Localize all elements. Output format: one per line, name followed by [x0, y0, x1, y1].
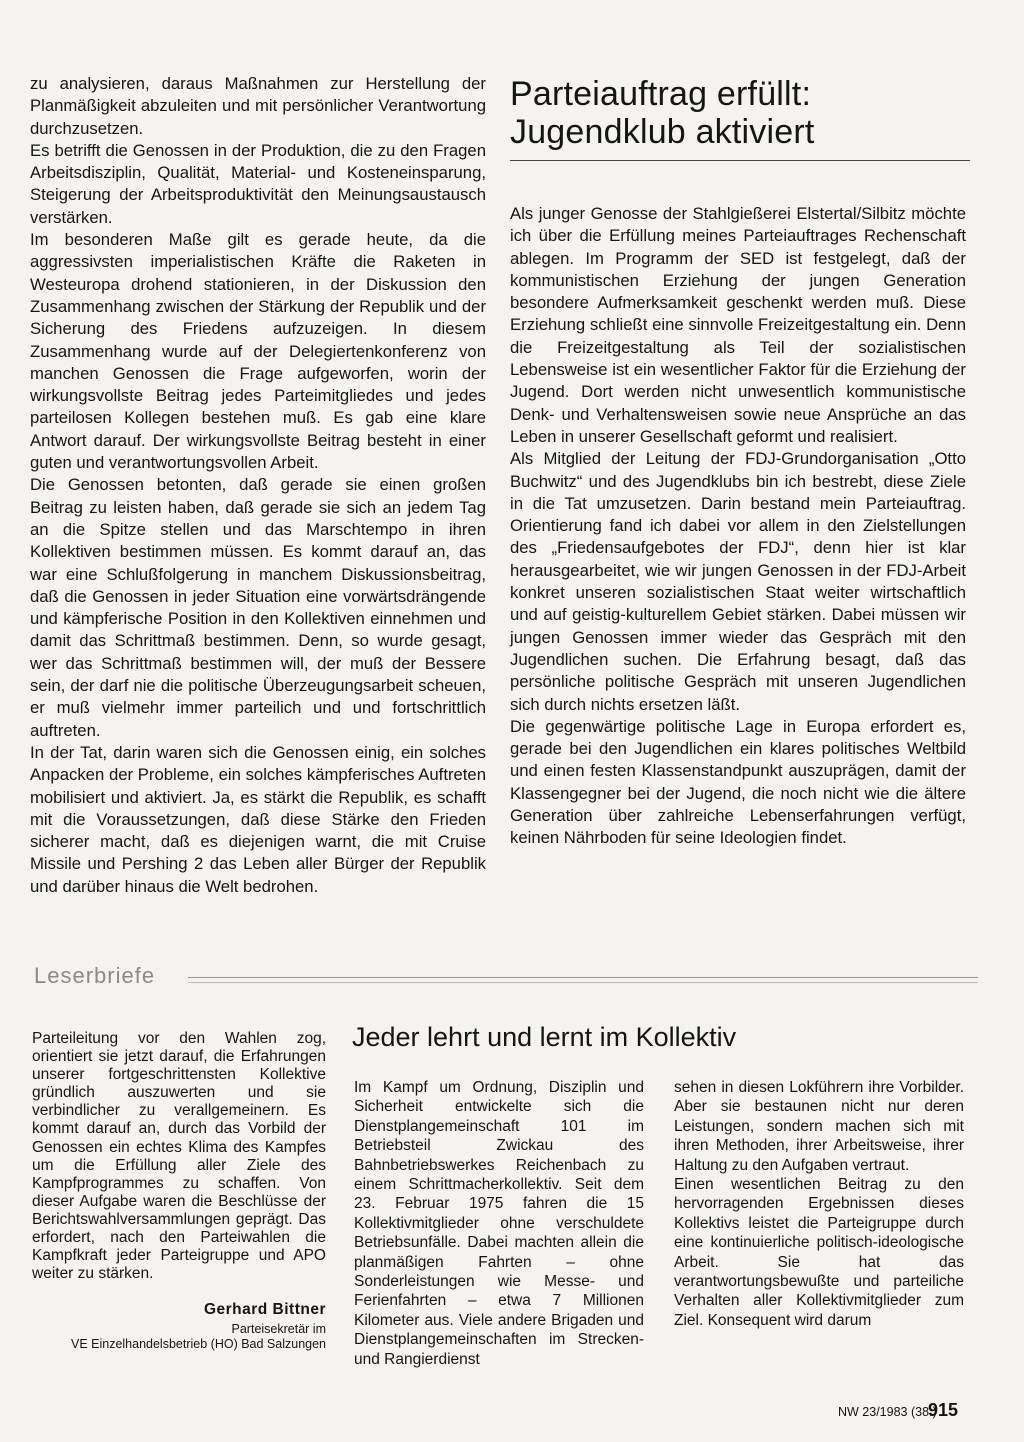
article1-headline — [510, 75, 980, 151]
left-column — [30, 73, 486, 898]
letter-author-workplace: VE Einzelhandelsbetrieb (HO) Bad Salzungen — [70, 1337, 326, 1351]
letter-text: Parteileitung vor den Wahlen zog, orientiert sie jetzt darauf, die Erfahrungen unserer fortgeschrittensten Kollektive gründlich auszuwerten und sie verbindlicher zu verallgemeinern. Es kommt darauf an, durch das Vorbild der Genossen ein echtes Klima des Kampfes um die Erfüllung aller Ziele des Kampfprogrammes zu schaffen. Von dieser Aufgabe waren die Beschlüsse der Berichtswahlversammlungen geprägt. Das erfordert, nach den Parteiwahlen die Kampfkraft jeder Parteigruppe und APO weiter zu stärken. — [32, 1030, 326, 1283]
left-paragraph-1: zu analysieren, daraus Maßnahmen zur Herstellung der Planmäßigkeit abzuleiten und mit persönlicher Verantwortung durchzusetzen. — [30, 74, 486, 138]
article2-col1-text: Im Kampf um Ordnung, Disziplin und Sicherheit entwickelte sich die Dienstplangemeinschaft 101 im Betriebsteil Zwickau des Bahnbetriebswerkes Reichenbach zu einem Schrittmacherkollektiv. Seit dem 23. Februar 1975 fahren die 15 Kollektivmitglieder ohne verschuldete Betriebsunfälle. Dabei machten allein die planmäßigen Fahrten – ohne Sonderleistungen wie Messe- und Ferienfahrten – etwa 7 Millionen Kilometer aus. Viele andere Brigaden und Dienstplangemeinschaften im Strecken- und Rangierdienst — [354, 1079, 644, 1368]
left-paragraph-2: Es betrifft die Genossen in der Produktion, die zu den Fragen Arbeitsdisziplin, Qualität, Material- und Kosteneinsparung, Steigerung der Arbeitsproduktivität den Meinungsaustausch verstärken. — [30, 140, 486, 227]
letter-author: Gerhard Bittner — [203, 1301, 326, 1318]
article1-body — [510, 203, 966, 850]
letter-body — [32, 1030, 326, 1283]
article1-paragraph-1: Als junger Genosse der Stahlgießerei Elstertal/Silbitz möchte ich über die Erfüllung meines Parteiauftrages Rechenschaft ablegen. Im Programm der SED ist festgelegt, daß der kommunistischen Erziehung der jungen Generation besondere Aufmerksamkeit geschenkt werden muß. Diese Erziehung schließt eine sinnvolle Freizeitgestaltung ein. Denn die Freizeitgestaltung als Teil der sozialistischen Lebensweise ist ein wesentlicher Faktor für die Erziehung der Jugend. Dort werden nicht unwesentlich kommunistische Denk- und Verhaltensweisen sowie neue Ansprüche an das Leben in unserer Gesellschaft geformt und realisiert. — [510, 204, 966, 446]
section-label: Leserbriefe — [34, 963, 156, 988]
article2-headline: Jeder lehrt und lernt im Kollektiv — [352, 1022, 737, 1052]
article2-col2-paragraph-1: sehen in diesen Lokführern ihre Vorbilder. Aber sie bestaunen nicht nur deren Leistungen, sondern machen sich mit ihren Methoden, ihrer Arbeitsweise, ihrer Haltung zu den Aufgaben vertraut. — [674, 1079, 964, 1174]
article2-col2-paragraph-2: Einen wesentlichen Beitrag zu den hervorragenden Ergebnissen dieses Kollektivs leistet die Parteigruppe durch eine kontinuierliche politisch-ideologische Arbeit. Sie hat das verantwortungsbewußte und parteiliche Verhalten aller Kollektivmitglieder zum Ziel. Konsequent wird darum — [674, 1176, 964, 1329]
left-paragraph-5: In der Tat, darin waren sich die Genossen einig, ein solches Anpacken der Probleme, ein solches kämpferisches Auftreten mobilisiert und aktiviert. Ja, es stärkt die Republik, es schafft mit die Voraussetzungen, daß diese Stärke den Frieden sicherer macht, daß es diejenigen warnt, die mit Cruise Missile und Pershing 2 das Leben aller Bürger der Republik und darüber hinaus die Welt bedrohen. — [30, 742, 486, 896]
page-number: 915 — [928, 1400, 959, 1420]
left-paragraph-4: Die Genossen betonten, daß gerade sie einen großen Beitrag zu leisten haben, daß gerade sie sich an jedem Tag an die Spitze stellen und das Marschtempo in ihren Kollektiven bestimmen müssen. Es kommt darauf an, das war eine Schlußfolgerung in manchem Diskussionsbeitrag, daß die Genossen in jeder Situation eine vorwärtsdrängende und kämpferische Position in den Kollektiven einnehmen und damit das Schrittmaß bestimmen. Denn, so wurde gesagt, wer das Schrittmaß bestimmen will, der muß der Bessere sein, der darf nie die politische Überzeugungsarbeit scheuen, er muß vielmehr immer parteilich und und fortschrittlich auftreten. — [30, 475, 486, 740]
article1-headline-line2: Jugendklub aktiviert — [510, 113, 815, 151]
article2-column-1 — [354, 1078, 644, 1369]
left-paragraph-3: Im besonderen Maße gilt es gerade heute, da die aggressivsten imperialistischen Kräfte die Raketen in Westeuropa drohend stationieren, in der Diskussion den Zusammenhang zwischen der Stärkung der Republik und der Sicherung des Friedens aufzuzeigen. In diesem Zusammenhang wurde auf der Delegiertenkonferenz von manchen Genossen die Frage aufgeworfen, worin der wirkungsvollste Beitrag jedes Parteimitgliedes und jedes parteilosen Kollegen bestehen muß. Es gab eine klare Antwort darauf. Der wirkungsvollste Beitrag besteht in einer guten und verantwortungsvollen Arbeit. — [30, 230, 486, 473]
article2-column-2 — [674, 1078, 964, 1330]
section-rule — [188, 977, 978, 983]
letter-author-position: Parteisekretär im — [231, 1322, 326, 1336]
headline-divider — [510, 160, 970, 161]
article1-headline-line1: Parteiauftrag erfüllt: — [510, 75, 812, 113]
article1-paragraph-2: Als Mitglied der Leitung der FDJ-Grundorganisation „Otto Buchwitz“ und des Jugendklubs bin ich bestrebt, diese Ziele in die Tat umzusetzen. Darin bestand mein Parteiauftrag. Orientierung fand ich dabei vor allem in den Zielstellungen des „Friedensaufgebotes der FDJ“, denn hier ist klar herausgearbeitet, wie wir jungen Genossen in der FDJ-Arbeit konkret unseren sozialistischen Staat weiter wirtschaftlich und auf geistig-kulturellem Gebiet stärken. Dabei müssen wir jungen Genossen immer wieder das Gespräch mit den Jugendlichen suchen. Die Erfahrung besagt, daß das persönliche politische Gespräch mit unseren Jugendlichen sich durch nichts ersetzen läßt. — [510, 449, 966, 714]
article1-paragraph-3: Die gegenwärtige politische Lage in Europa erfordert es, gerade bei den Jugendlichen ein klares politisches Weltbild und einen festen Klassenstandpunkt auszuprägen, damit der Klassengegner bei der Jugend, die noch nicht wie die ältere Generation über zahlreiche Lebenserfahrungen verfügt, keinen Nährboden für seine Ideologien findet. — [510, 716, 966, 848]
issue-label: NW 23/1983 (38.) — [838, 1405, 937, 1419]
